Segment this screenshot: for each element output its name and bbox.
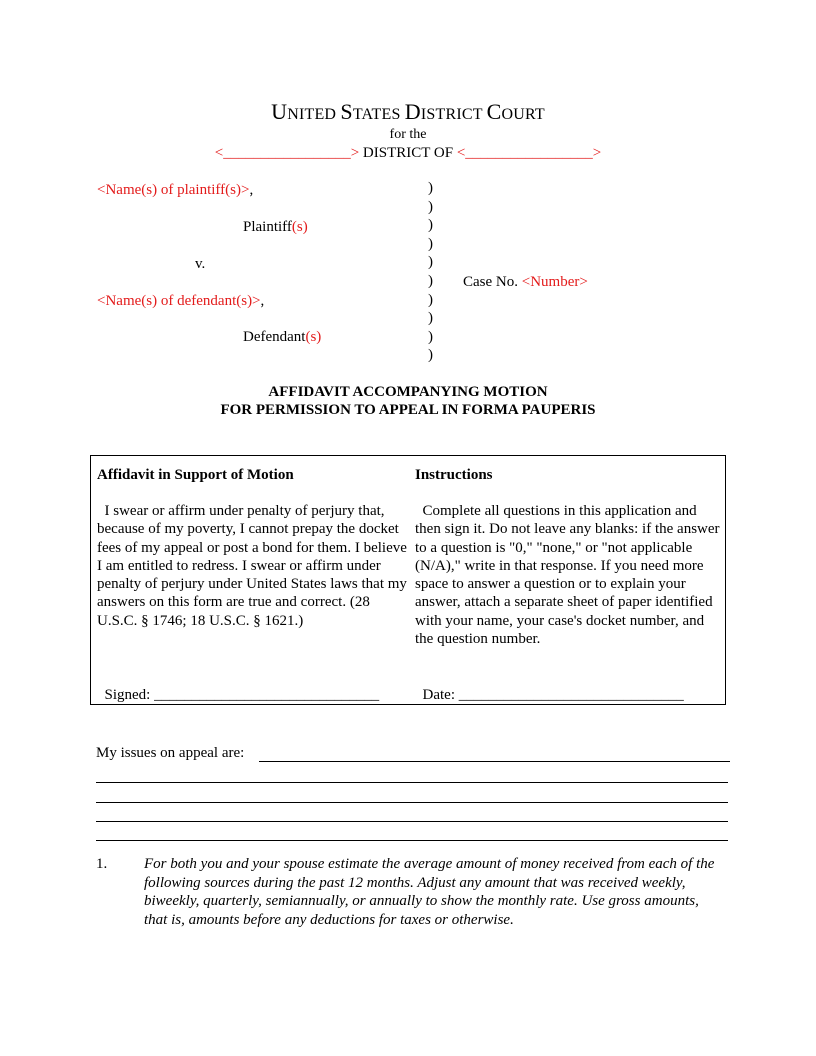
case-number-field[interactable]: <Number> — [521, 274, 588, 290]
district-blank-right[interactable]: <_________________> — [456, 145, 602, 161]
plaintiff-name-line: <Name(s) of plaintiff(s)>, — [97, 182, 254, 198]
question-1-text: For both you and your spouse estimate the average amount of money received from each of the following sources during the past 12 months. Adjust any amount that was received weekly, biweekly, quarterly, semiannually, or annually to show the monthly rate. Use gross amounts, that is, amounts before any deductions for taxes or otherwise. — [144, 856, 715, 928]
plaintiff-label: Plaintiff(s) — [243, 219, 308, 235]
case-number-line: Case No. <Number> — [463, 274, 588, 290]
date-field[interactable]: ______________________________ — [458, 687, 684, 703]
defendant-name-line: <Name(s) of defendant(s)>, — [97, 293, 265, 309]
issues-label: My issues on appeal are: — [96, 745, 245, 761]
date-line: Date: ______________________________ — [422, 687, 684, 703]
issues-answer-line[interactable] — [96, 840, 728, 841]
defendant-name-field[interactable]: <Name(s) of defendant(s)> — [97, 293, 261, 309]
district-line — [0, 144, 816, 162]
issues-answer-line[interactable] — [96, 821, 728, 822]
caption-parentheses: ) ) ) ) ) ) ) ) ) ) — [428, 180, 433, 364]
defendant-label: Defendant(s) — [243, 329, 322, 345]
affidavit-heading: Affidavit in Support of Motion — [97, 467, 294, 483]
document-title: AFFIDAVIT ACCOMPANYING MOTION FOR PERMISSION TO APPEAL IN FORMA PAUPERIS — [220, 384, 596, 418]
issues-answer-line[interactable] — [259, 761, 730, 762]
signed-line: Signed: ______________________________ — [104, 687, 380, 703]
district-of-label: DISTRICT OF — [362, 145, 454, 161]
plaintiff-name-field[interactable]: <Name(s) of plaintiff(s)> — [97, 182, 250, 198]
affidavit-box — [90, 455, 726, 705]
district-blank-left[interactable]: <_________________> — [214, 145, 360, 161]
versus-label: v. — [195, 256, 206, 272]
for-the-text: for the — [389, 127, 427, 142]
affidavit-text: I swear or affirm under penalty of perjury that, because of my poverty, I cannot prepay the docket fees of my appeal or post a bond for them. I believe I am entitled to redress. I swear or affirm under penalty of perjury under United States laws that my answers on this form are true and correct. (28 U.S.C. § 1746; 18 U.S.C. § 1621.) — [97, 503, 407, 629]
signature-field[interactable]: ______________________________ — [154, 687, 380, 703]
issues-answer-line[interactable] — [96, 802, 728, 803]
issues-answer-line[interactable] — [96, 782, 728, 783]
court-title: UNITED STATES DISTRICT COURT — [271, 99, 545, 124]
instructions-heading: Instructions — [415, 467, 493, 483]
instructions-text: Complete all questions in this application and then sign it. Do not leave any blanks: if the answer to a question is "0," "none," or "not applicable (N/A)," write in that response. If you need more space to answer a question or to explain your answer, attach a separate sheet of paper identified with your name, your case's docket number, and the question number. — [415, 503, 720, 648]
question-1-number: 1. — [96, 856, 108, 872]
